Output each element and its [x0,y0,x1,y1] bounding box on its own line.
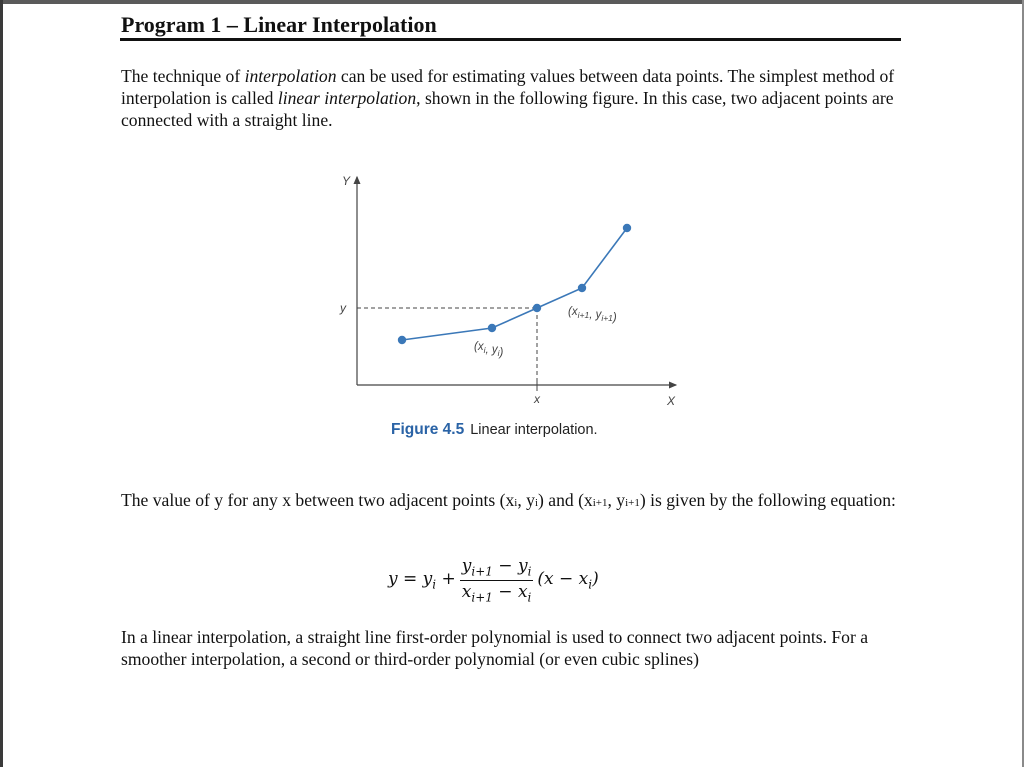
eq-numerator [460,556,534,580]
eq-num-a-sub: i+1 [471,564,493,579]
equation-intro-paragraph [121,489,901,514]
eq-den-a: x [461,581,472,602]
sub-i-2: i [534,497,539,509]
page-title: Program 1 – Linear Interpolation [121,12,437,37]
eq-tail-close: ) [592,568,599,589]
eq-lhs [388,569,456,591]
series-group [398,224,631,344]
eq-plus: + [436,568,456,589]
eq-num-a: y [461,556,472,577]
interpolation-line [402,228,627,340]
eq-intro-text-d: , y [607,490,626,510]
figure-number: Figure 4.5 [391,421,465,438]
eq-tail-text: (x − x [537,568,589,589]
data-point-5 [623,224,631,232]
y-axis-label: Y [342,174,351,188]
x-axis-label: X [667,394,676,408]
eq-num-minus: − y [492,556,528,577]
eq-lhs-sub: i [432,577,437,592]
eq-tail-sub: i [588,577,593,592]
intro-text-1: The technique of [121,66,245,86]
title-underline [120,38,901,41]
eq-lhs-text: y = y [388,568,433,589]
sub-i-plus-1: i+1 [592,497,608,509]
point-label-i: ($x_i$, $y_i$) [474,341,504,359]
data-point-3 [533,304,541,312]
eq-den-b-sub: i [527,589,532,604]
sub-i-plus-1-b: i+1 [625,497,640,509]
eq-fraction [460,556,534,604]
data-point-2 [488,324,496,332]
sub-i: i [514,497,518,509]
intro-text-3: , shown in the following figure. In this case, two adjacent points are connected with a straight line. [121,88,894,130]
intro-paragraph [121,65,901,131]
eq-intro-text-c: ) and (x [538,490,593,510]
y-value-label: y [340,301,346,315]
eq-den-a-sub: i+1 [471,589,493,604]
interpolation-chart [320,165,700,445]
eq-denominator [460,581,534,604]
interpolation-figure [320,165,700,445]
window-left-edge [0,0,3,767]
figure-caption [391,421,598,439]
figure-caption-text: Linear interpolation. [470,422,598,438]
x-value-label: x [534,392,540,406]
point-label-i-plus-1: ($x_{i+1}$, $y_{i+1}$) [568,306,617,324]
eq-intro-text-a: The value of y for any x between two adjacent points (x [121,490,515,510]
data-point-4 [578,284,586,292]
term-interpolation: interpolation [244,66,337,86]
window-top-edge [0,0,1024,4]
interpolation-equation [388,552,599,608]
eq-tail [537,569,598,591]
term-linear-interpolation: linear interpolation [277,88,417,108]
eq-num-b-sub: i [527,564,532,579]
eq-den-minus: − x [492,581,528,602]
closing-paragraph: In a linear interpolation, a straight line first-order polynomial is used to connect two adjacent points. For a smoother interpolation, a second or third-order polynomial (or even cubic splines) [121,627,869,669]
eq-intro-text-e: ) is given by the following equation: [639,490,896,510]
eq-intro-text-b: , y [517,490,535,510]
data-point-1 [398,336,406,344]
intro-text-2: can be used for estimating values between data points. The simplest method of interpolation is called [121,66,895,108]
